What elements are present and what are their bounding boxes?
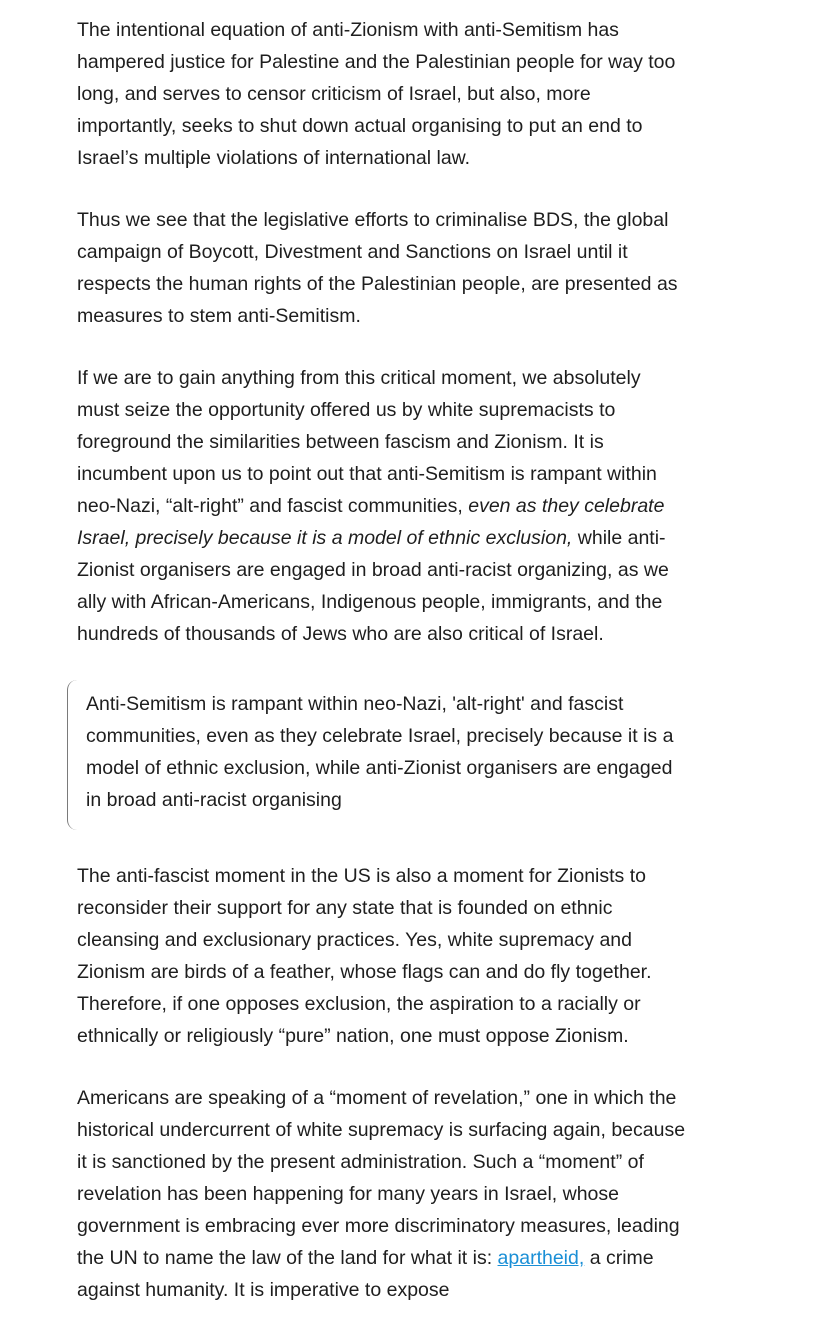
apartheid-link[interactable]: apartheid,: [497, 1247, 585, 1269]
paragraph-2: Thus we see that the legislative efforts to criminalise BDS, the global campaign of Boycott, Divestment and Sanctions on Israel until it respects the human rights of the Palestinian people, are presented as measures to stem anti-Semitism.: [77, 209, 678, 327]
paragraph-3-text-a: If we are to gain anything from this critical moment, we absolutely must seize the opportunity offered us by white supremacists to foreground the similarities between fascism and Zionism. It is incumbent upon us to point out that anti-Semitism is rampant within neo-Nazi, “alt-right” and fascist communities,: [77, 367, 657, 517]
paragraph-5: [77, 1082, 687, 1306]
paragraph-5-text-b: a crime against humanity. It is imperative to expose: [77, 1247, 654, 1301]
paragraph-4: The anti-fascist moment in the US is also a moment for Zionists to reconsider their support for any state that is founded on ethnic cleansing and exclusionary practices. Yes, white supremacy and Zionism are birds of a feather, whose flags can and do fly together. Therefore, if one opposes exclusion, the aspiration to a racially or ethnically or religiously “pure” nation, one must oppose Zionism.: [77, 865, 652, 1047]
paragraph-3-italic-b: precisely because it is a model of ethnic exclusion,: [135, 527, 573, 549]
paragraph-3-italic-a: even as they celebrate Israel: [77, 495, 665, 549]
paragraph-5-text-a: Americans are speaking of a “moment of revelation,” one in which the historical undercurrent of white supremacy is surfacing again, because it is sanctioned by the present administration. Such a “moment” of revelation has been happening for many years in Israel, whose government is embracing ever more discriminatory measures, leading the UN to name the law of the land for what it is:: [77, 1087, 686, 1269]
paragraph-1: The intentional equation of anti-Zionism with anti-Semitism has hampered justice for Palestine and the Palestinian people for way too long, and serves to censor criticism of Israel, but also, more importantly, seeks to shut down actual organising to put an end to Israel’s multiple violations of international law.: [77, 19, 676, 169]
paragraph-3: [77, 362, 687, 650]
paragraph-3-italic-comma: ,: [124, 527, 136, 549]
article-body: [77, 14, 687, 1336]
paragraph-3-text-b: while anti-Zionist organisers are engaged in broad anti-racist organizing, as we ally with African-Americans, Indigenous people, immigrants, and the hundreds of thousands of Jews who are also critical of Israel.: [77, 527, 669, 645]
pull-quote-text: Anti-Semitism is rampant within neo-Nazi, 'alt-right' and fascist communities, even as they celebrate Israel, precisely because it is a model of ethnic exclusion, while anti-Zionist organisers are engaged in broad anti-racist organising: [86, 693, 674, 811]
pull-quote: [67, 680, 686, 830]
